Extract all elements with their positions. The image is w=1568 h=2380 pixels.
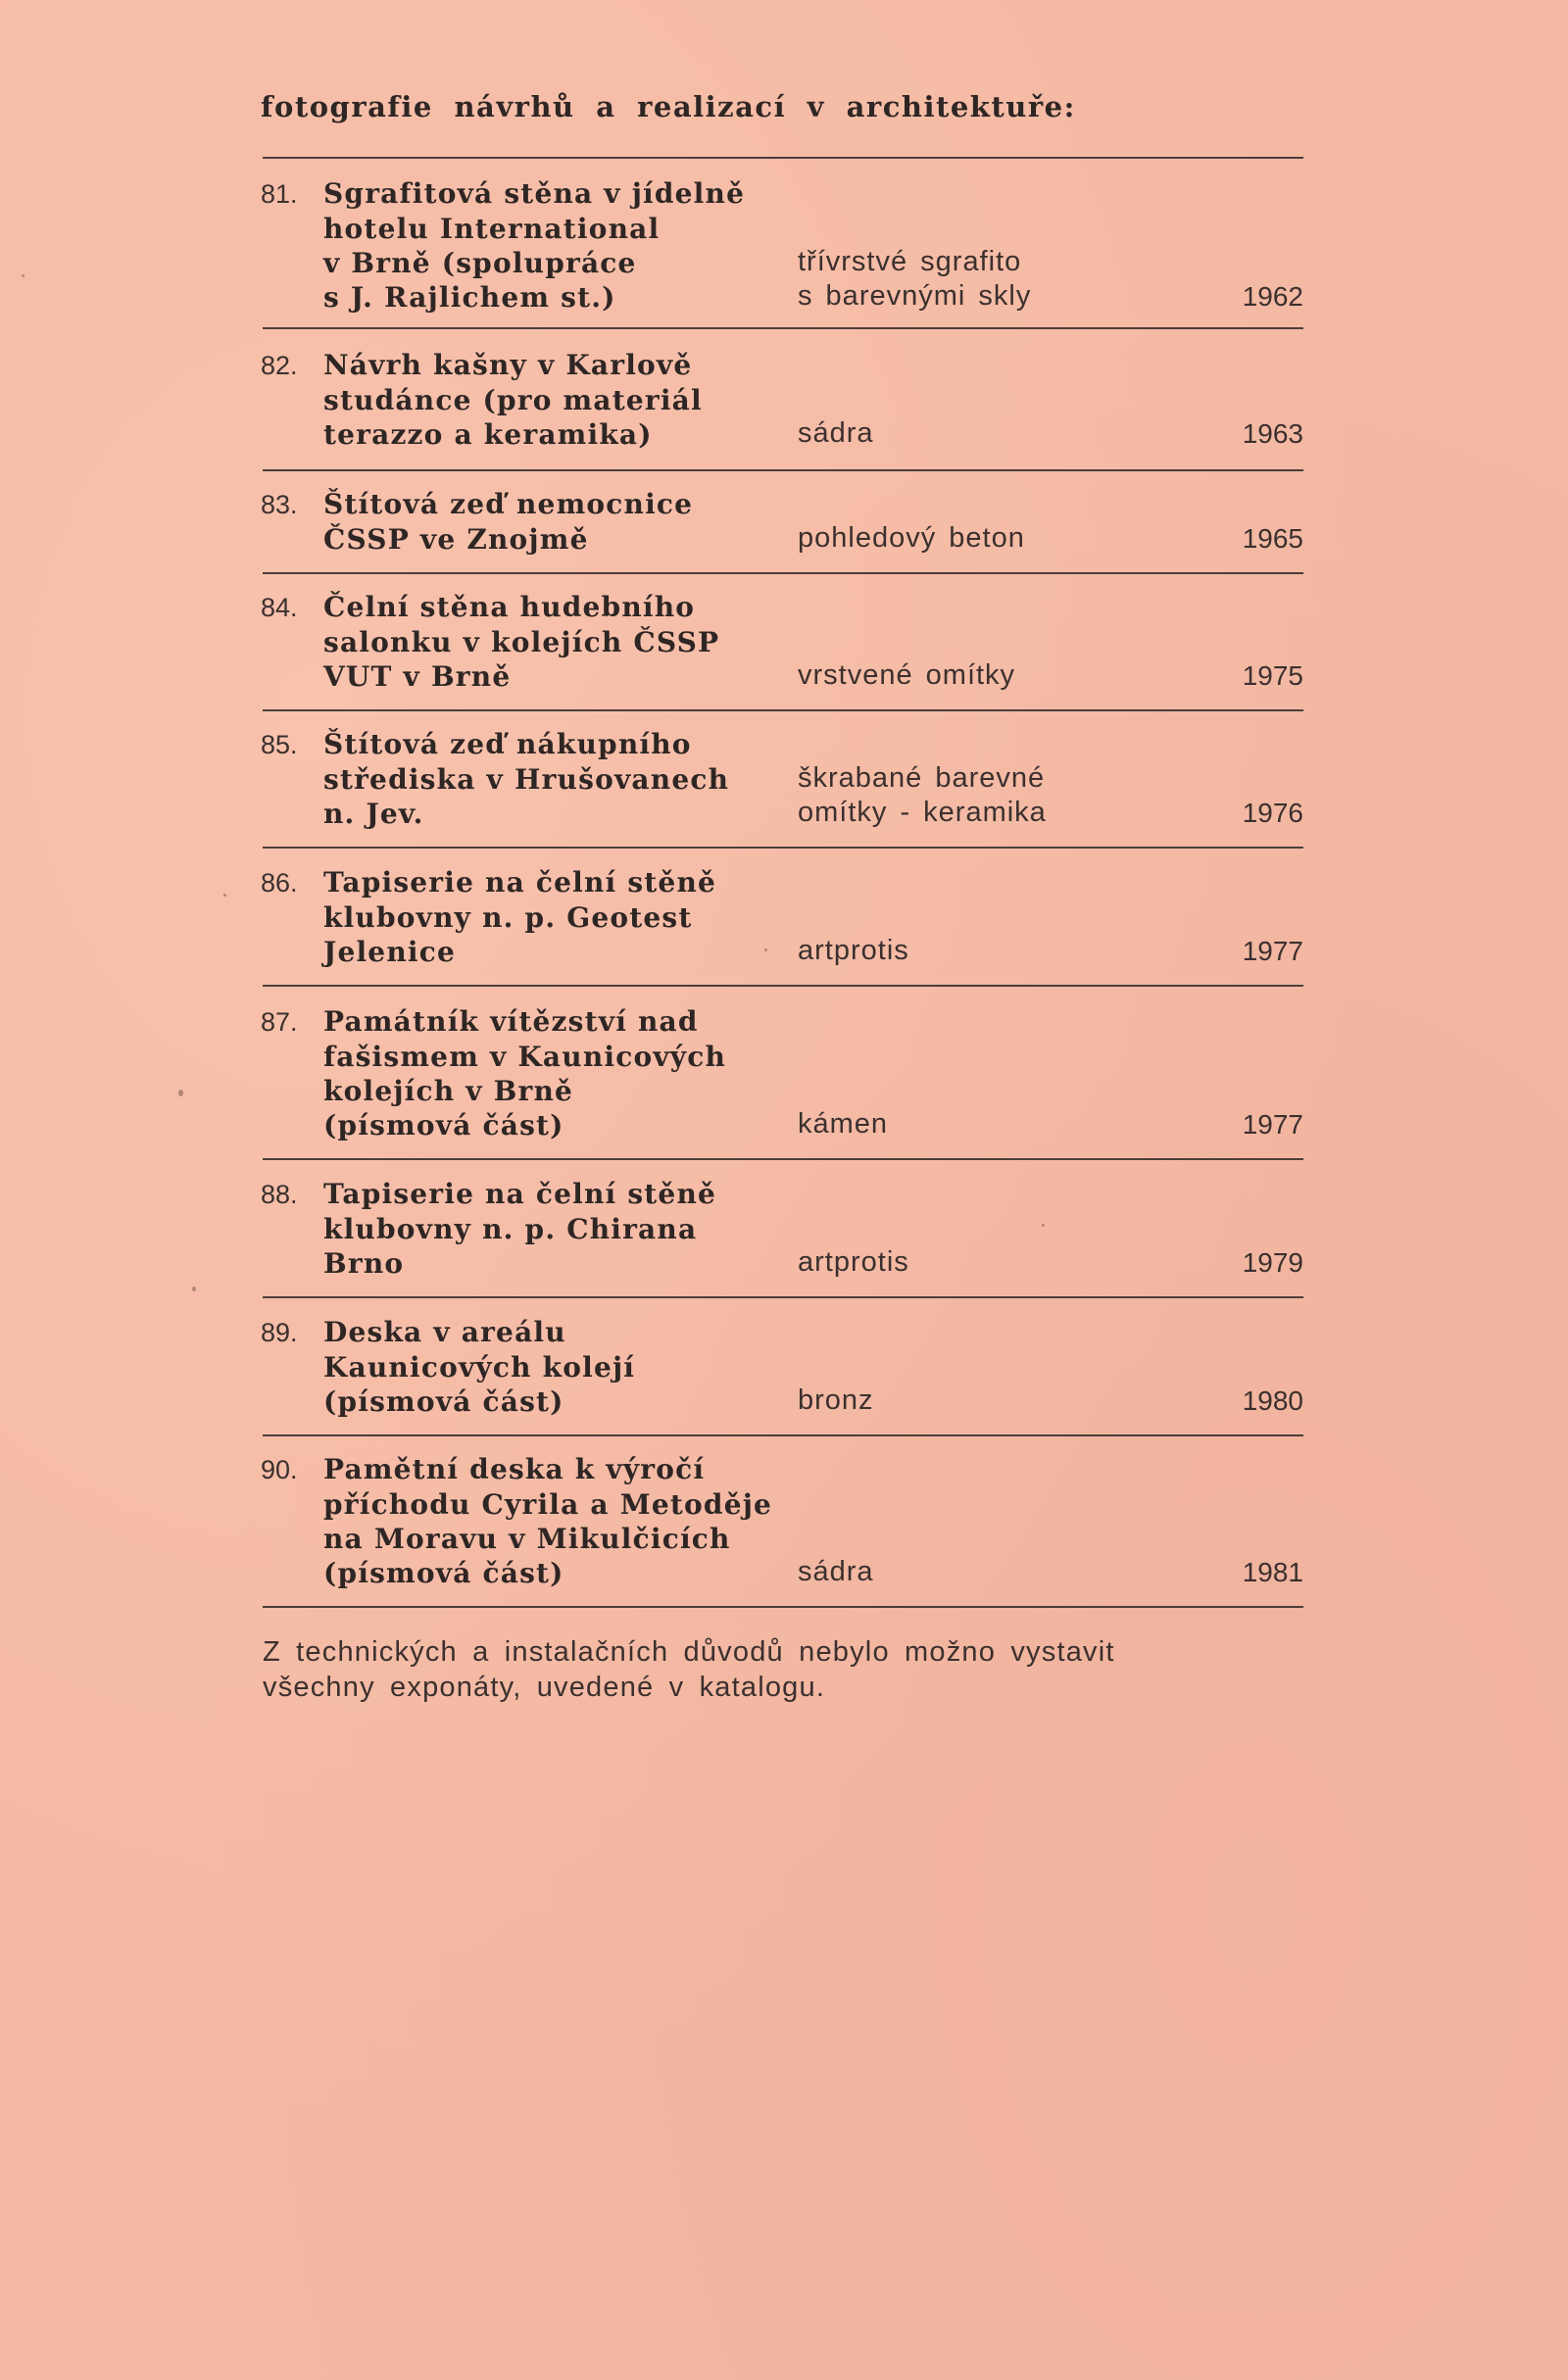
footnote: Z technických a instalačních důvodů nebylo možno vystavit všechny exponáty, uvedené v katalogu. (263, 1636, 1115, 1703)
divider-rule (263, 157, 1303, 159)
paper-speck (764, 948, 767, 951)
entry-89-material: bronz (798, 1384, 874, 1416)
divider-rule (263, 469, 1303, 471)
divider-rule (263, 1158, 1303, 1160)
entry-87-title: 87. Památník vítězství nad fašismem v Kaunicových kolejích v Brně (písmová část) (261, 1005, 727, 1141)
entry-87-material: kámen (798, 1108, 889, 1140)
entry-86-material: artprotis (798, 935, 909, 966)
entry-83-material: pohledový beton (798, 522, 1025, 554)
entry-81-material: třívrstvé sgrafito s barevnými skly (798, 246, 1032, 312)
divider-rule (263, 327, 1303, 329)
entry-82-year: 1963 (1242, 418, 1303, 449)
entry-83-year: 1965 (1242, 523, 1303, 554)
entry-88-title: 88. Tapiserie na čelní stěně klubovny n. p. Chirana Brno (261, 1178, 717, 1280)
entry-86-year: 1977 (1242, 936, 1303, 966)
divider-rule (263, 572, 1303, 574)
entry-83-title: 83. Štítová zeď nemocnice ČSSP ve Znojmě (261, 488, 694, 556)
entry-86-title: 86. Tapiserie na čelní stěně klubovny n. p. Geotest Jelenice (261, 866, 717, 968)
entry-85-year: 1976 (1242, 798, 1303, 828)
entry-85-title: 85. Štítová zeď nákupního střediska v Hrušovanech n. Jev. (261, 728, 730, 830)
paper-speck (22, 274, 24, 277)
entry-85-material: škrabané barevné omítky - keramika (798, 762, 1047, 828)
entry-84-material: vrstvené omítky (798, 659, 1016, 691)
divider-rule (263, 1434, 1303, 1436)
paper-speck (178, 1090, 183, 1096)
entry-89-year: 1980 (1242, 1385, 1303, 1416)
entry-81-title: 81. Sgrafitová stěna v jídelně hotelu International v Brně (spolupráce s J. Rajlichem st.) (261, 177, 746, 314)
entry-81-year: 1962 (1242, 281, 1303, 312)
entry-84-title: 84. Čelní stěna hudebního salonku v kolejích ČSSP VUT v Brně (261, 591, 720, 693)
entry-82-material: sádra (798, 417, 874, 449)
entry-90-material: sádra (798, 1556, 874, 1587)
entry-89-title: 89. Deska v areálu Kaunicových kolejí (písmová část) (261, 1316, 636, 1418)
entry-82-title: 82. Návrh kašny v Karlově studánce (pro materiál terazzo a keramika) (261, 349, 703, 451)
paper-speck (1042, 1224, 1045, 1227)
paper-speck (192, 1287, 196, 1291)
divider-rule (263, 1606, 1303, 1608)
divider-rule (263, 847, 1303, 849)
entry-88-year: 1979 (1242, 1247, 1303, 1278)
entry-84-year: 1975 (1242, 660, 1303, 691)
entry-90-title: 90. Pamětní deska k výročí příchodu Cyrila a Metoděje na Moravu v Mikulčicích (písmová část) (261, 1453, 773, 1589)
divider-rule (263, 985, 1303, 987)
page-heading: fotografie návrhů a realizací v architektuře: (261, 90, 1076, 123)
divider-rule (263, 709, 1303, 711)
entry-90-year: 1981 (1242, 1557, 1303, 1587)
entry-88-material: artprotis (798, 1246, 909, 1278)
paper-speck (223, 894, 226, 897)
entry-87-year: 1977 (1242, 1109, 1303, 1140)
divider-rule (263, 1296, 1303, 1298)
